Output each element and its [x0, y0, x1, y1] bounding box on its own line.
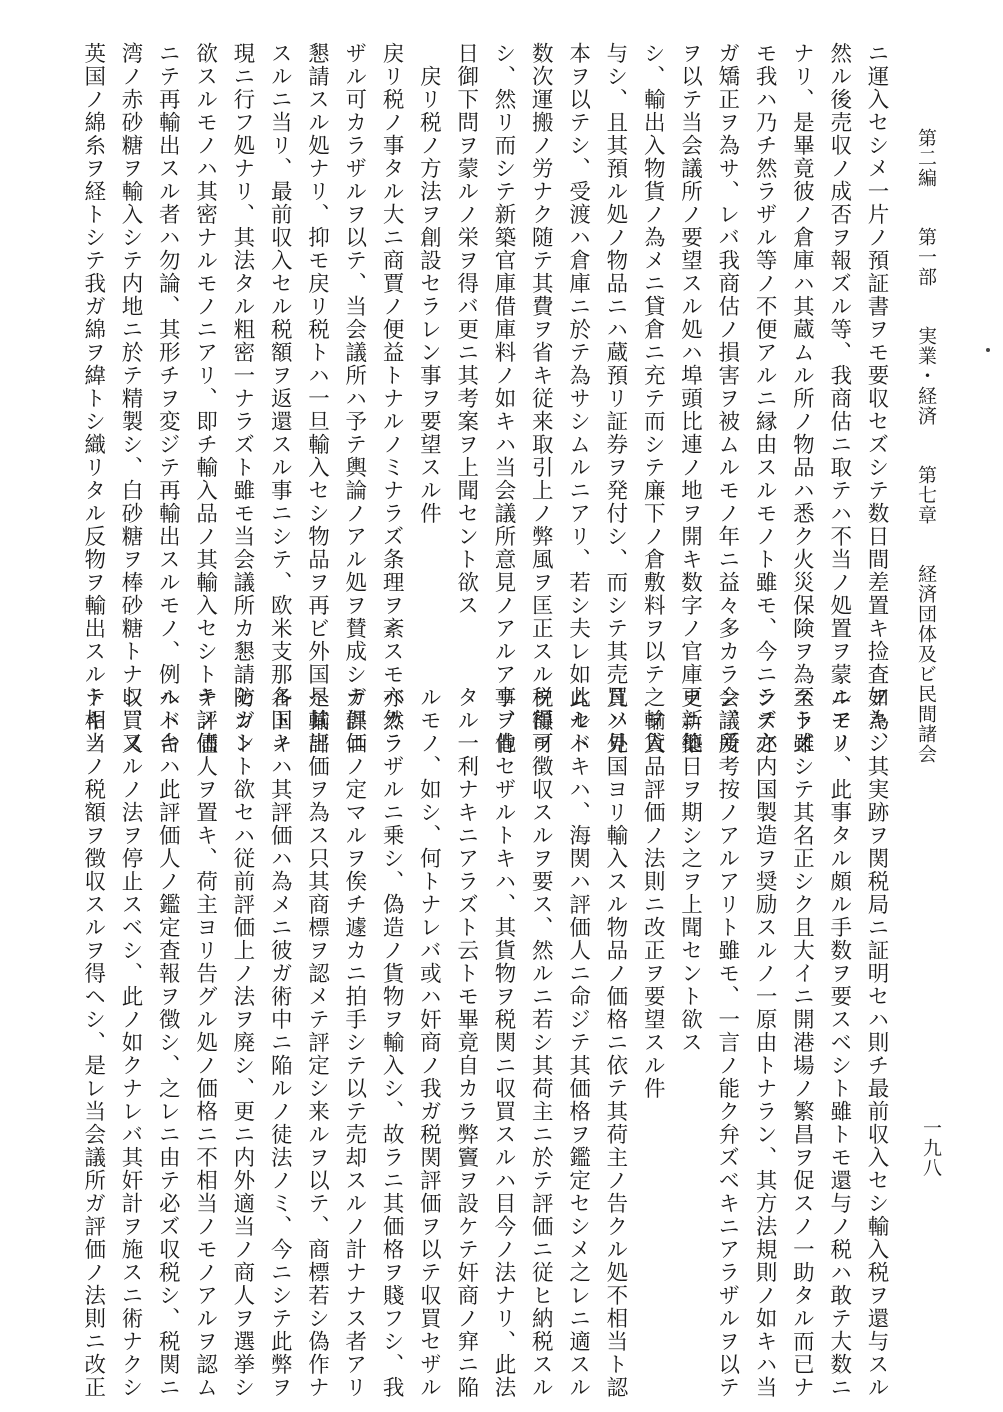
text-column: ニ運入セシメ一片ノ預証書ヲモ要収セズシテ数日間差置キ捡査ヲ為シ: [864, 42, 889, 755]
text-column: 更ニ他日ヲ期シ之ヲ上聞セント欲ス: [677, 686, 703, 1054]
header-part: 第二編: [915, 128, 937, 188]
text-column: 現ニ行フ処ナリ、其法タル粗密一ナラズト雖モ当会議所カ懇請セント: [229, 42, 255, 755]
text-column: ムルトキハ、海関ハ評価人ニ命ジテ其価格ヲ鑑定セシメ之レニ適スル: [565, 686, 591, 1399]
text-column: 如キ、其実跡ヲ関税局ニ証明セハ則チ最前収入セシ輸入税ヲ還与スル: [864, 686, 889, 1399]
text-column: 事ヲ肯セザルトキハ、其貨物ヲ税関ニ収買スルハ目今ノ法ナリ、此法: [491, 686, 516, 1399]
text-column: テ相当ノ税額ヲ徴収スルヲ得ヘシ、是レ当会議所ガ評価ノ法則ニ改正: [80, 686, 106, 1399]
header-chapter-title: 経済団体及ビ民間諸会: [915, 564, 937, 764]
text-column: タル一利ナキニアラズト云トモ畢竟自カラ弊竇ヲ設ケテ奸商ノ穽ニ陥: [453, 686, 479, 1399]
text-column: 湾ノ赤砂糖ヲ輸入シテ内地ニ於テ精製シ、白砂糖ヲ棒砂糖トナシ、又: [118, 42, 143, 755]
header-topic: 実業・経済: [915, 326, 937, 426]
text-column: 防ガント欲セハ従前評価上ノ法ヲ廃シ、更ニ内外適当ノ商人ヲ選挙シ: [229, 686, 255, 1399]
text-column: 与シ、且其預ル処ノ物品ニハ蔵預リ証券ヲ発付シ、而シテ其売買ハ見: [602, 42, 628, 755]
text-column: 税額ヲ徴収スルヲ要ス、然ルニ若シ其荷主ニ於テ評価ニ従ヒ納税スル: [528, 686, 554, 1399]
text-column: 凡ソ外国ヨリ輸入スル物品ノ価格ニ依テ其荷主ノ告クル処不相当ト認: [602, 686, 628, 1399]
text-column: 収買スルノ法ヲ停止スベシ、此ノ如クナレバ其奸計ヲ施スニ術ナクシ: [118, 686, 143, 1399]
text-column: ラズ亦内国製造ヲ奨励スルノ一原由トナラン、其方法規則ノ如キハ当: [752, 686, 778, 1399]
text-column: ガ評価ノ定マルヲ俟チ遽カニ拍手シテ以テ売却スルノ計ナナス者アリ: [341, 686, 367, 1399]
text-column: 至ラズシテ其名正シク且大イニ開港場ノ繁昌ヲ促スノ一助タル而已ナ: [789, 686, 815, 1399]
text-column: ナリ、是畢竟彼ノ倉庫ハ其蔵ムル所ノ物品ハ悉ク火災保険ヲ為スト雖: [789, 42, 815, 755]
text-column: 是其評価ヲ為ス只其商標ヲ認メテ評定シ来ルヲ以テ、商標若シ偽作ナ: [304, 686, 330, 1399]
text-column: シ、然リ而シテ新築官庫借庫料ノ如キハ当会議所意見ノアルアリ、他: [491, 42, 516, 755]
header-chapter: 第七章: [915, 465, 937, 525]
text-column: 懇請スル処ナリ、抑モ戻リ税トハ一旦輸入セシ物品ヲ再ビ外国ヘ輸出: [304, 42, 330, 755]
text-column: ベカラザルニ乗シ、偽造ノ貨物ヲ輸入シ、故ラニ其価格ヲ賤フシ、我: [379, 686, 405, 1399]
page-number: 一九八: [920, 1118, 942, 1178]
text-column: ガ矯正ヲ為サ、レバ我商估ノ損害ヲ被ムルモノ年ニ益々多カラン、爰: [714, 42, 740, 755]
header-section: 第一部: [915, 227, 937, 287]
text-column: 会議所考按ノアルアリト雖モ、一言ノ能ク弁ズベキニアラザルヲ以テ: [714, 686, 740, 1399]
text-column: ヲ以テ当会議所ノ要望スル処ハ埠頭比連ノ地ヲ開キ数字ノ官庫ヲ新築: [677, 42, 703, 755]
text-column: 数次運搬ノ労ナク随テ其費ヲ省キ従来取引上ノ弊風ヲ匡正スルヲ得可: [528, 42, 554, 755]
text-column: ザル可カラザルヲ以テ、当会議所ハ予テ輿論ノアル処ヲ賛成シテ倶ニ: [341, 42, 367, 755]
text-column: スルニ当リ、最前収入セル税額ヲ返還スル事ニシテ、欧米支那各国ノ: [267, 42, 293, 755]
text-column: 日御下問ヲ蒙ルノ栄ヲ得バ更ニ其考案ヲ上聞セント欲ス: [453, 42, 479, 617]
page-header: [916, 128, 935, 780]
text-column: 輸入品評価ノ法則ニ改正ヲ要望スル件: [640, 686, 666, 1100]
text-column: 然ル後売収ノ成否ヲ報ズル等、我商估ニ取テハ不当ノ処置ヲ蒙ルモノ: [826, 42, 852, 755]
text-column: ニテ再輸出スル者ハ勿論、其形チヲ変ジテ再輸出スルモノ、例ヘバ台: [155, 42, 181, 755]
text-column: テ評価人ヲ置キ、荷主ヨリ告グル処ノ価格ニ不相当ノモノアルヲ認ム: [192, 686, 218, 1399]
text-column: ルトキハ此評価人ノ鑑定査報ヲ徴シ、之レニ由テ必ズ収税シ、税関ニ: [155, 686, 181, 1399]
text-column: 英国ノ綿糸ヲ経トシテ我ガ綿ヲ緯トシ織リタル反物ヲ輸出スルトキノ: [80, 42, 106, 755]
text-column: シ、輸出入物貨ノ為メニ貸倉ニ充テ而シテ廉下ノ倉敷料ヲ以テ之ヲ貸: [640, 42, 666, 755]
text-column: ルモノ、如シ、何トナレバ或ハ奸商ノ我ガ税関評価ヲ以テ収買セザル: [416, 686, 442, 1399]
text-column: 戻リ税ノ事タル大ニ商賈ノ便益トナルノミナラズ条理ヲ紊スモ亦然ラ: [379, 42, 405, 755]
text-column: 欲スルモノハ其密ナルモノニアリ、即チ輸入品ノ其輸入セシトキノ儘: [192, 42, 218, 755]
text-column: 本ヲ以テシ、受渡ハ倉庫ニ於テ為サシムルニアリ、若シ夫レ如此セバ: [565, 42, 591, 755]
decorative-dot: [986, 348, 990, 352]
text-column: ニアリ、此事タル頗ル手数ヲ要スベシト雖トモ還与ノ税ハ敢テ大数ニ: [826, 686, 852, 1399]
text-column: 戻リ税ノ方法ヲ創設セラレン事ヲ要望スル件: [416, 42, 442, 525]
text-column: モ我ハ乃チ然ラザル等ノ不便アルニ縁由スルモノト雖モ、今ニシテ之: [752, 42, 778, 755]
text-column: ルトキハ其評価ハ為メニ彼ガ術中ニ陥ルノ徒法ノミ、今ニシテ此弊ヲ: [267, 686, 293, 1399]
